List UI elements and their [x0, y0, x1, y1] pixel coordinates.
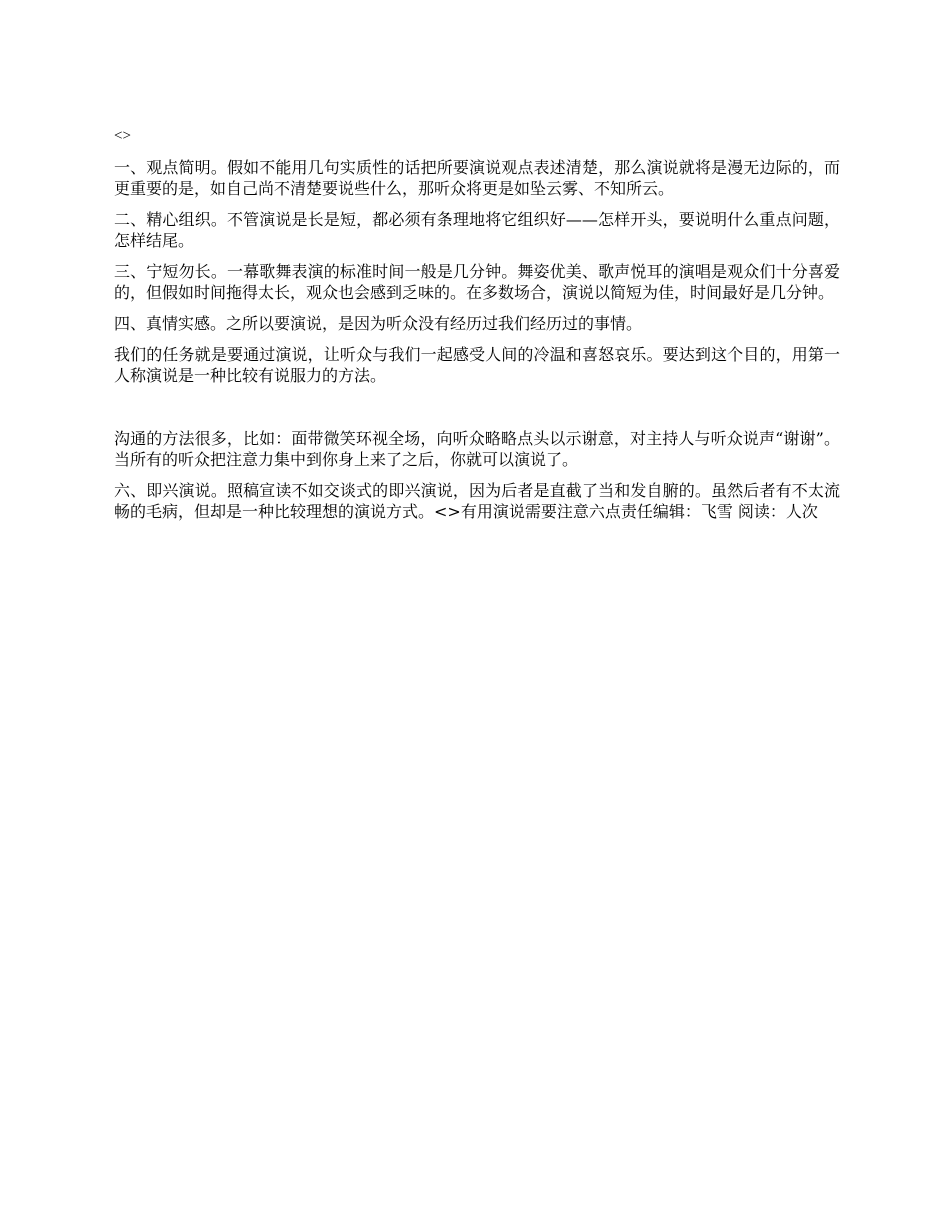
section-gap	[114, 396, 840, 428]
top-marker: <>	[114, 128, 131, 144]
paragraph-point-4: 四、真情实感。之所以要演说，是因为听众没有经历过我们经历过的事情。	[114, 314, 643, 333]
paragraph-point-3: 三、宁短勿长。一幕歌舞表演的标准时间一般是几分钟。舞姿优美、歌声悦耳的演唱是观众们十分喜爱的，但假如时间拖得太长，观众也会感到乏味的。在多数场合，演说以简短为佳，时间最好是几分钟。	[114, 262, 840, 302]
paragraph-task: 我们的任务就是要通过演说，让听众与我们一起感受人间的冷温和喜怒哀乐。要达到这个目的，用第一人称演说是一种比较有说服力的方法。	[114, 345, 840, 385]
document-page	[114, 126, 840, 532]
paragraph-communication: 沟通的方法很多，比如：面带微笑环视全场，向听众略略点头以示谢意，对主持人与听众说声“谢谢”。当所有的听众把注意力集中到你身上来了之后，你就可以演说了。	[114, 429, 840, 469]
paragraph-point-2: 二、精心组织。不管演说是长是短，都必须有条理地将它组织好——怎样开头，要说明什么重点问题，怎样结尾。	[114, 210, 840, 250]
paragraph-point-1: 一、观点简明。假如不能用几句实质性的话把所要演说观点表述清楚，那么演说就将是漫无边际的，而更重要的是，如自己尚不清楚要说些什么，那听众将更是如坠云雾、不知所云。	[114, 158, 840, 198]
paragraph-point-6: 六、即兴演说。照稿宣读不如交谈式的即兴演说，因为后者是直截了当和发自腑的。虽然后者有不太流畅的毛病，但却是一种比较理想的演说方式。<>有用演说需要注意六点责任编辑：飞雪 阅读：人次	[114, 481, 840, 521]
